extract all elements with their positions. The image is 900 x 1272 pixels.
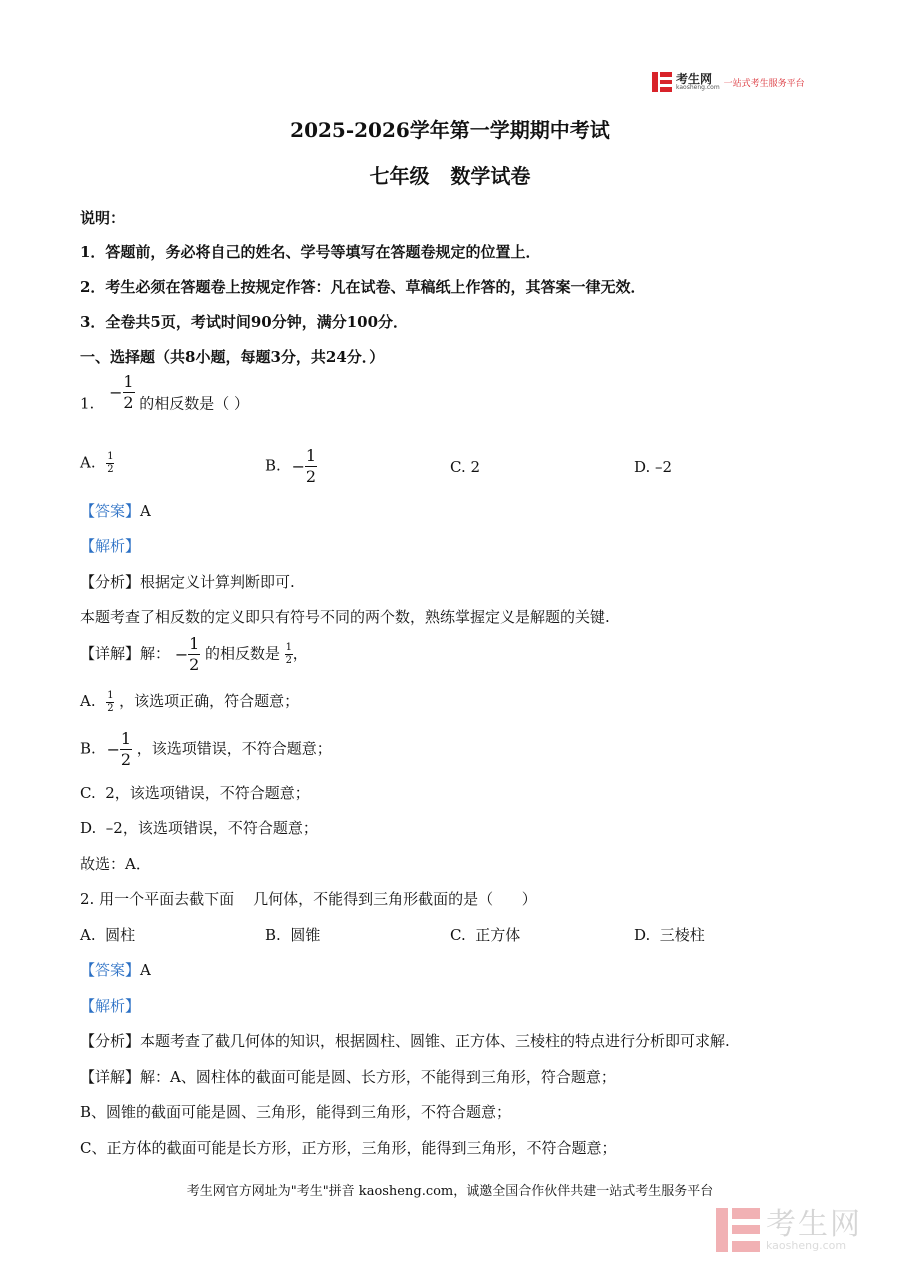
question-1-stem: 1. − $\frac{1}{2}$ 的相反数是（ ） [80,372,250,413]
watermark-url: kaosheng.com [766,1238,847,1252]
option-b: B. − $\frac{1}{2}$ [265,446,317,486]
answer-line [80,959,151,980]
instruction-item: 3．全卷共5页，考试时间90分钟，满分100分． [80,313,409,331]
exam-subtitle: 七年级 数学试卷 [369,164,531,188]
answer-tag: 【答案】 [80,961,141,979]
site-logo [652,72,805,92]
detail-b: B. − $\frac{1}{2}$ ，该选项错误，不符合题意； [80,729,332,769]
watermark-name: 考生网 [766,1206,862,1242]
watermark [716,1208,862,1252]
option-a: A. $\frac{1}{2}$ [80,451,114,475]
summary-line: 本题考查了相反数的定义即只有符号不同的两个数，熟练掌握定义是解题的关键. [80,608,610,626]
option-c: C. 正方体 [450,926,521,944]
detail-line: 【详解】解：A、圆柱体的截面可能是圆、长方形，不能得到三角形，符合题意； [80,1068,616,1086]
analysis-tag: 【解析】 [80,997,141,1015]
answer-value: A [140,961,151,979]
option-d: D. 三棱柱 [634,926,705,944]
logo-url: kaosheng.com [676,84,720,91]
detail-line: 【详解】解： − $\frac{1}{2}$ 的相反数是 $\frac{1}{2}$ ， [80,634,308,674]
answer-value: A [140,502,151,520]
option-b: B. 圆锥 [265,926,321,944]
answer-tag: 【答案】 [80,502,141,520]
analysis-tag: 【解析】 [80,537,141,555]
option-c: C. 2 [450,458,481,476]
conclusion: 故选：A． [80,855,151,873]
logo-name: 考生网 [676,72,713,86]
detail-d: D. –2，该选项错误，不符合题意； [80,819,318,837]
kaosheng-logo-icon [652,72,672,92]
kaosheng-watermark-icon [716,1208,760,1252]
instruction-item: 1．答题前，务必将自己的姓名、学号等填写在答题卷规定的位置上． [80,243,541,261]
exam-title: 2025-2026学年第一学期期中考试 [290,118,610,142]
question-1-text: 的相反数是（ ） [139,394,250,413]
instruction-item: 2．考生必须在答题卷上按规定作答：凡在试卷、草稿纸上作答的，其答案一律无效． [80,278,646,296]
detail-b: B、圆锥的截面可能是圆、三角形，能得到三角形，不符合题意； [80,1103,512,1121]
logo-slogan: 一站式考生服务平台 [723,78,805,89]
page-footer: 考生网官方网址为"考生"拼音 kaosheng.com，诚邀全国合作伙伴共建一站式考生服务平台 [186,1184,714,1199]
fenxi-line: 【分析】根据定义计算判断即可. [80,573,295,591]
option-a: A. 圆柱 [80,926,136,944]
section-heading: 一、选择题（共8小题，每题3分，共24分．） [80,348,385,366]
question-2-stem: 2. 用一个平面去截下面 几何体，不能得到三角形截面的是（ ） [80,890,537,908]
detail-c: C. 2，该选项错误，不符合题意； [80,784,310,802]
detail-c: C、正方体的截面可能是长方形，正方形，三角形，能得到三角形，不符合题意； [80,1139,617,1157]
detail-a: A. $\frac{1}{2}$ ，该选项正确，符合题意； [80,689,300,714]
answer-line [80,500,151,521]
question-number: 1. [80,394,95,413]
fenxi-line: 【分析】本题考查了截几何体的知识，根据圆柱、圆锥、正方体、三棱柱的特点进行分析即可求解. [80,1032,730,1050]
option-d: D. –2 [634,458,673,476]
instructions-heading: 说明： [80,209,126,227]
